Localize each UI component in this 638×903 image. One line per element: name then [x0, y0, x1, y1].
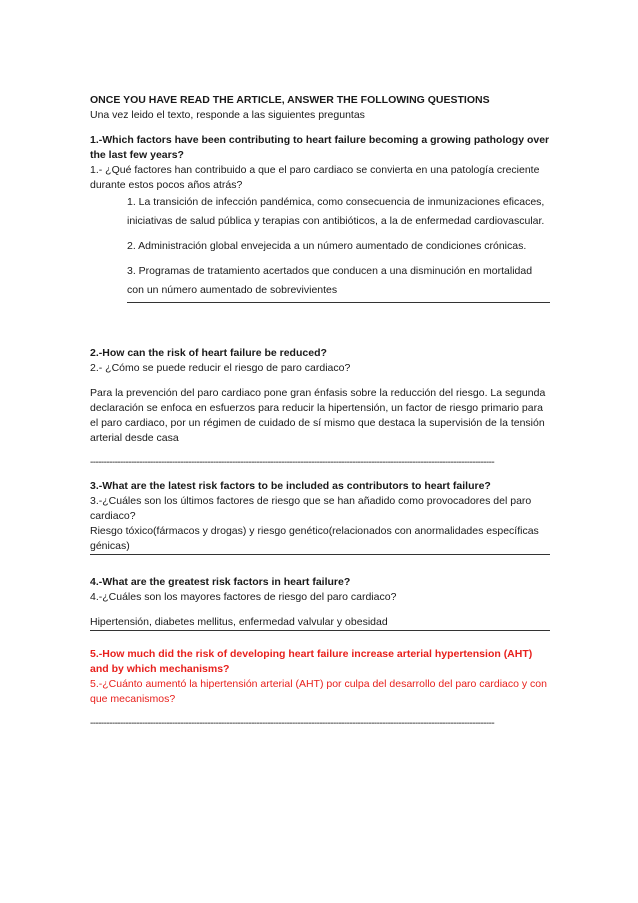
question-4-es: 4.-¿Cuáles son los mayores factores de riesgo del paro cardiaco? — [90, 591, 397, 603]
question-2-es: 2.- ¿Cómo se puede reducir el riesgo de paro cardiaco? — [90, 362, 351, 374]
answer-1-item-3: 3. Programas de tratamiento acertados que conducen a una disminución en mortalidad con un número aumentado de sobrevivientes — [127, 265, 533, 296]
question-2-en: 2.-How can the risk of heart failure be reduced? — [90, 347, 327, 359]
answer-2: Para la prevención del paro cardiaco pone gran énfasis sobre la reducción del riesgo. La segunda declaración se enfoca en esfuerzos para reducir la hipertensión, un factor de riesgo primario para el paro cardiaco, por un régimen de cuidado de sí mismo que destaca la supervisión de la tensión arterial desde casa — [90, 387, 546, 444]
worksheet-title: ONCE YOU HAVE READ THE ARTICLE, ANSWER THE FOLLOWING QUESTIONS — [90, 94, 490, 106]
question-3-es: 3.-¿Cuáles son los últimos factores de riesgo que se han añadido como provocadores del paro cardiaco? — [90, 495, 532, 522]
question-3-en: 3.-What are the latest risk factors to be included as contributors to heart failure? — [90, 480, 491, 492]
answer-4: Hipertensión, diabetes mellitus, enfermedad valvular y obesidad — [90, 615, 550, 631]
answer-1-item-2: 2. Administración global envejecida a un número aumentado de condiciones crónicas. — [127, 240, 527, 252]
answer-1-item-1: 1. La transición de infección pandémica, como consecuencia de inmunizaciones eficaces, iniciativas de salud pública y terapias con antibióticos, a la de enfermedad cardiovascular. — [127, 196, 545, 227]
answer-3: Riesgo tóxico(fármacos y drogas) y riesgo genético(relacionados con anormalidades específicas génicas) — [90, 524, 550, 555]
question-5-es: 5.-¿Cuánto aumentó la hipertensión arterial (AHT) por culpa del desarrollo del paro cardiaco y con que mecanismos? — [90, 678, 547, 705]
separator-line: ---------------------------------------------------------------------------------------------------------------------------------------------------- — [90, 718, 495, 729]
worksheet-subtitle: Una vez leido el texto, responde a las siguientes preguntas — [90, 109, 365, 121]
question-5-en: 5.-How much did the risk of developing heart failure increase arterial hypertension (AHT) and by which mechanisms? — [90, 648, 533, 675]
question-1-en: 1.-Which factors have been contributing to heart failure becoming a growing pathology over the last few years? — [90, 134, 550, 161]
question-4-en: 4.-What are the greatest risk factors in heart failure? — [90, 576, 351, 588]
separator-line: ---------------------------------------------------------------------------------------------------------------------------------------------------- — [90, 457, 495, 468]
document-body — [90, 93, 550, 730]
question-1-es: 1.- ¿Qué factores han contribuido a que el paro cardiaco se convierta en una patología creciente durante estos pocos años atrás? — [90, 164, 540, 191]
